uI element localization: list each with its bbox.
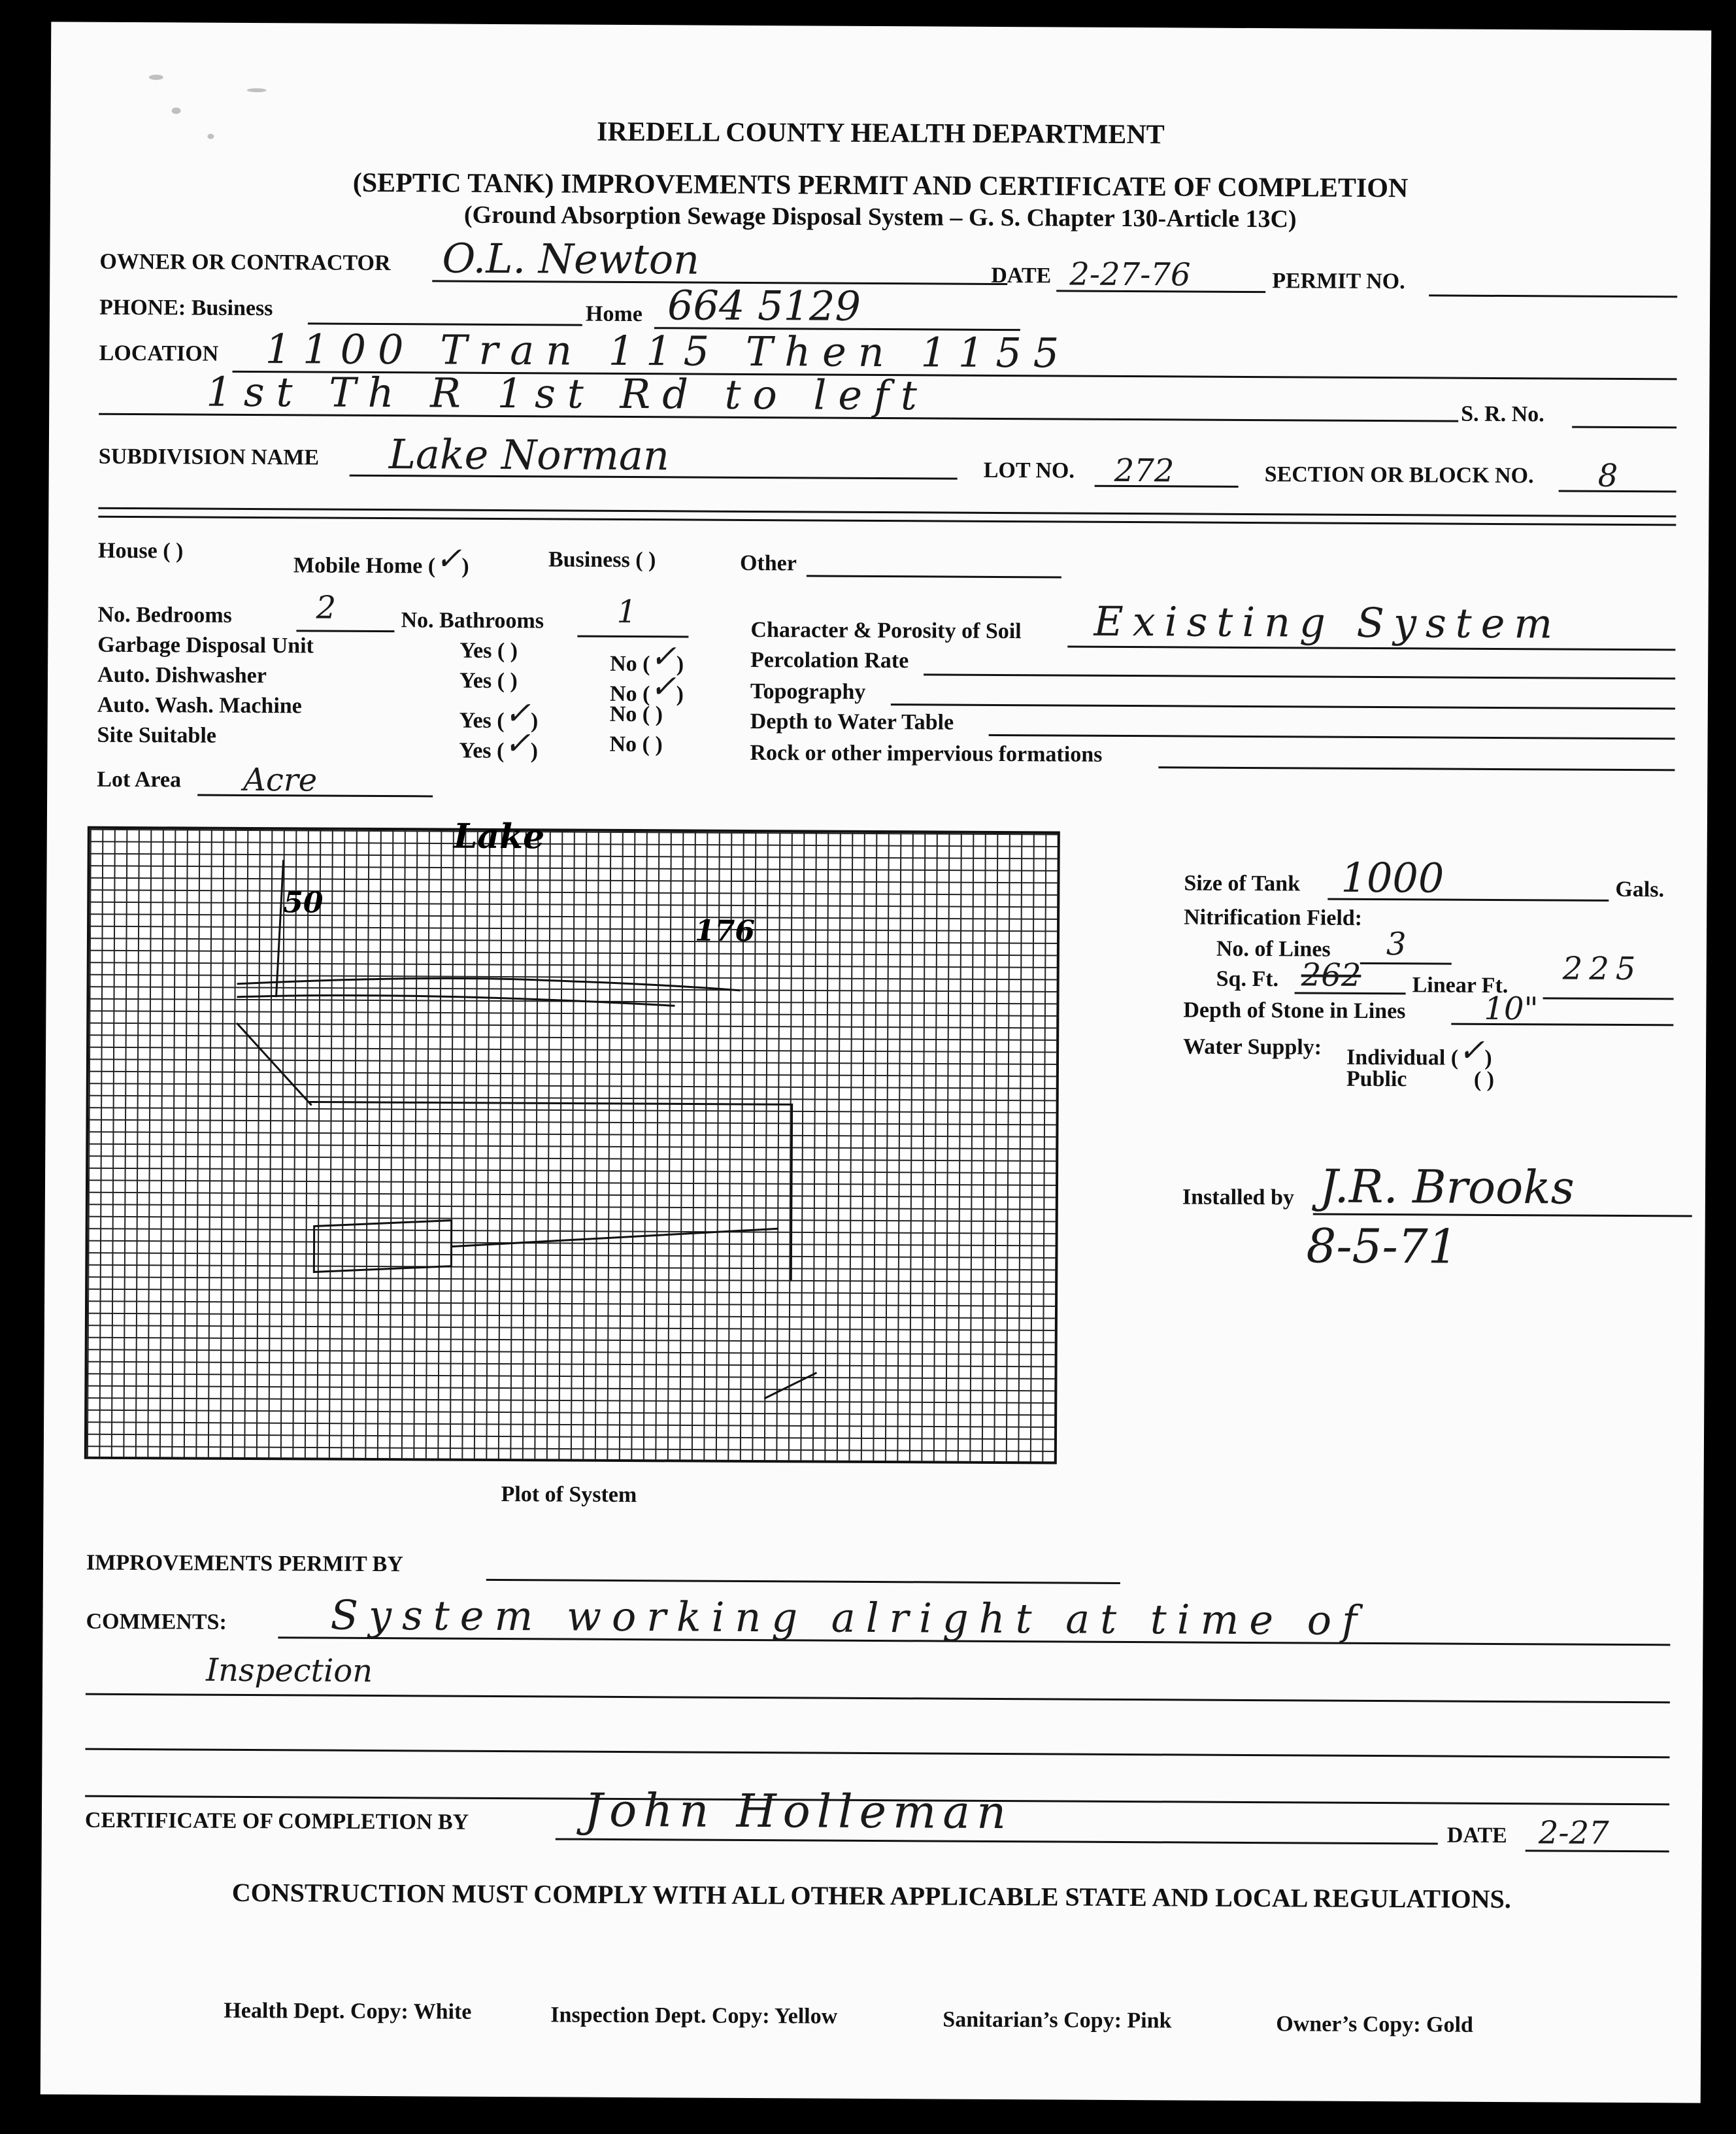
lot-value: 272: [1114, 452, 1175, 490]
lot-area-value: Acre: [243, 761, 318, 799]
agency-title: IREDELL COUNTY HEALTH DEPARTMENT: [596, 116, 1165, 150]
sketch-label-50: 50: [283, 886, 324, 920]
home-label: Home: [585, 301, 643, 327]
sqft-value: 262: [1301, 957, 1361, 994]
shoreline-line: [237, 977, 741, 991]
tank-size-label: Size of Tank: [1184, 871, 1301, 896]
location-value-2: 1st Th R 1st Rd to left: [206, 367, 929, 420]
wash-machine-label: Auto. Wash. Machine: [97, 692, 302, 719]
comments-line-3: [85, 1748, 1669, 1759]
section-divider: [98, 507, 1676, 526]
phone-label: PHONE: Business: [99, 295, 273, 321]
site-suitable-label: Site Suitable: [97, 722, 217, 748]
topography-line: [891, 703, 1675, 709]
comments-value-2: Inspection: [205, 1651, 373, 1689]
improvements-permit-line: [486, 1579, 1120, 1584]
lot-label: LOT NO.: [983, 458, 1075, 483]
nitrification-label: Nitrification Field:: [1184, 905, 1363, 930]
section-value: 8: [1597, 457, 1618, 494]
water-individual-checkmark: ✓: [1458, 1032, 1485, 1069]
stone-depth-value: 10": [1484, 990, 1539, 1028]
water-supply-label: Water Supply:: [1183, 1034, 1322, 1060]
location-value-1: 1100 Tran 115 Then 1155: [265, 325, 1071, 377]
percolation-line: [924, 673, 1675, 679]
form-subtitle: (Ground Absorption Sewage Disposal System – G. S. Chapter 130-Article 13C): [463, 201, 1297, 233]
ink-speckle: [172, 107, 181, 114]
lines-label: No. of Lines: [1216, 936, 1331, 962]
other-option: Other: [739, 550, 797, 576]
sr-label: S. R. No.: [1461, 401, 1544, 427]
garbage-disposal-no: No (✓): [610, 638, 684, 677]
wash-machine-checkmark: ✓: [504, 695, 531, 732]
comments-value-1: System working alright at time of: [330, 1591, 1368, 1644]
garbage-disposal-checkmark: ✓: [650, 638, 677, 675]
house-option: House ( ): [97, 538, 184, 564]
dishwasher-no-label: No (: [609, 681, 650, 707]
linear-line: [1543, 997, 1674, 1000]
sketch-label-distance: 176: [694, 914, 756, 949]
diagonal-line: [237, 1023, 312, 1106]
date-value: 2-27-76: [1069, 256, 1191, 294]
rock-line: [1158, 766, 1675, 771]
copy-sanitarian: Sanitarian’s Copy: Pink: [943, 2007, 1172, 2033]
bathrooms-value: 1: [616, 593, 637, 631]
plot-sketch: [84, 807, 1055, 1466]
water-individual-option: Individual (✓): [1346, 1032, 1492, 1070]
soil-character-value: Existing System: [1093, 597, 1562, 648]
lines-line: [1360, 962, 1452, 965]
garbage-disposal-no-label: No (: [610, 651, 650, 677]
mobile-home-option: [293, 540, 469, 581]
water-individual-label: Individual (: [1346, 1045, 1459, 1070]
bedrooms-label: No. Bedrooms: [97, 602, 232, 628]
site-suitable-no: No ( ): [609, 732, 663, 757]
shoreline-line-2: [237, 995, 675, 1006]
business-option: Business ( ): [548, 547, 656, 573]
permit-form: [41, 22, 1712, 2103]
lines-value: 3: [1386, 926, 1407, 963]
copy-health-dept: Health Dept. Copy: White: [224, 1998, 472, 2024]
linear-label: Linear Ft.: [1412, 973, 1509, 998]
date-label: DATE: [991, 263, 1052, 288]
section-label: SECTION OR BLOCK NO.: [1264, 462, 1534, 488]
wash-machine-yes: Yes (✓): [459, 695, 539, 734]
setback-line: [307, 1102, 792, 1281]
form-title: (SEPTIC TANK) IMPROVEMENTS PERMIT AND CERTIFICATE OF COMPLETION: [352, 167, 1409, 204]
water-public-paren: ( ): [1473, 1067, 1495, 1092]
location-label: LOCATION: [99, 341, 219, 366]
copy-owner: Owner’s Copy: Gold: [1276, 2012, 1473, 2037]
topography-label: Topography: [750, 679, 866, 704]
linear-value: 225: [1562, 950, 1643, 988]
water-table-label: Depth to Water Table: [750, 709, 954, 735]
copy-inspection-dept: Inspection Dept. Copy: Yellow: [550, 2003, 838, 2029]
rock-label: Rock or other impervious formations: [750, 740, 1103, 767]
plot-caption: Plot of System: [501, 1482, 637, 1508]
permit-line: [1429, 294, 1677, 297]
soil-character-label: Character & Porosity of Soil: [750, 617, 1022, 644]
certificate-label: CERTIFICATE OF COMPLETION BY: [84, 1808, 469, 1835]
garbage-disposal-label: Garbage Disposal Unit: [97, 632, 314, 658]
bedrooms-value: 2: [316, 589, 337, 626]
site-suitable-yes-label: Yes (: [459, 738, 505, 764]
comments-label: COMMENTS:: [86, 1609, 227, 1634]
certificate-signature: John Holleman: [584, 1783, 1013, 1840]
dishwasher-yes: Yes ( ): [459, 668, 518, 694]
sketch-label-lake: Lake: [453, 816, 545, 857]
water-public-label: Public: [1346, 1066, 1407, 1092]
house-outline: [314, 1220, 451, 1273]
owner-label: OWNER OR CONTRACTOR: [99, 249, 391, 276]
improvements-permit-label: IMPROVEMENTS PERMIT BY: [86, 1550, 403, 1577]
dishwasher-label: Auto. Dishwasher: [97, 662, 267, 688]
permit-label: PERMIT NO.: [1272, 269, 1405, 294]
other-line: [807, 575, 1061, 578]
tank-mark: [764, 1372, 816, 1398]
certificate-date-label: DATE: [1446, 1823, 1507, 1848]
percolation-label: Percolation Rate: [750, 647, 909, 673]
stone-depth-label: Depth of Stone in Lines: [1183, 998, 1406, 1024]
ink-speckle: [247, 88, 267, 92]
water-table-line: [989, 734, 1675, 739]
site-suitable-checkmark: ✓: [504, 725, 531, 762]
garbage-disposal-yes: Yes ( ): [459, 638, 518, 664]
lot-area-label: Lot Area: [97, 767, 182, 792]
dishwasher-checkmark: ✓: [650, 668, 676, 705]
site-suitable-yes: Yes (✓): [459, 725, 539, 764]
certificate-date-value: 2-27: [1538, 1814, 1609, 1852]
installed-date: 8-5-71: [1306, 1218, 1458, 1274]
drainfield-line: [452, 1227, 778, 1249]
tank-size-value: 1000: [1341, 853, 1444, 902]
mobile-home-checkmark: ✓: [435, 540, 462, 577]
bathrooms-line: [577, 635, 688, 638]
wash-machine-no: No ( ): [609, 702, 663, 727]
wash-machine-yes-label: Yes (: [459, 708, 505, 734]
installed-by-label: Installed by: [1182, 1185, 1295, 1210]
ink-speckle: [149, 75, 163, 80]
dishwasher-no: No (✓): [609, 668, 684, 707]
gals-label: Gals.: [1615, 877, 1665, 902]
sr-line: [1572, 426, 1677, 429]
sqft-label: Sq. Ft.: [1216, 966, 1279, 992]
compliance-notice: CONSTRUCTION MUST COMPLY WITH ALL OTHER APPLICABLE STATE AND LOCAL REGULATIONS.: [231, 1877, 1511, 1914]
home-phone-value: 664 5129: [667, 281, 861, 330]
bedrooms-line: [296, 630, 394, 632]
owner-value: O.L. Newton: [442, 234, 700, 284]
mobile-home-label: Mobile Home (: [293, 553, 436, 579]
comments-line-2: [86, 1693, 1670, 1704]
bathrooms-label: No. Bathrooms: [401, 608, 544, 634]
mobile-home-close: ): [461, 554, 469, 579]
subdivision-value: Lake Norman: [388, 430, 670, 480]
subdivision-label: SUBDIVISION NAME: [98, 444, 320, 470]
installed-by-value: J.R. Brooks: [1319, 1159, 1575, 1215]
property-line: [276, 860, 284, 997]
